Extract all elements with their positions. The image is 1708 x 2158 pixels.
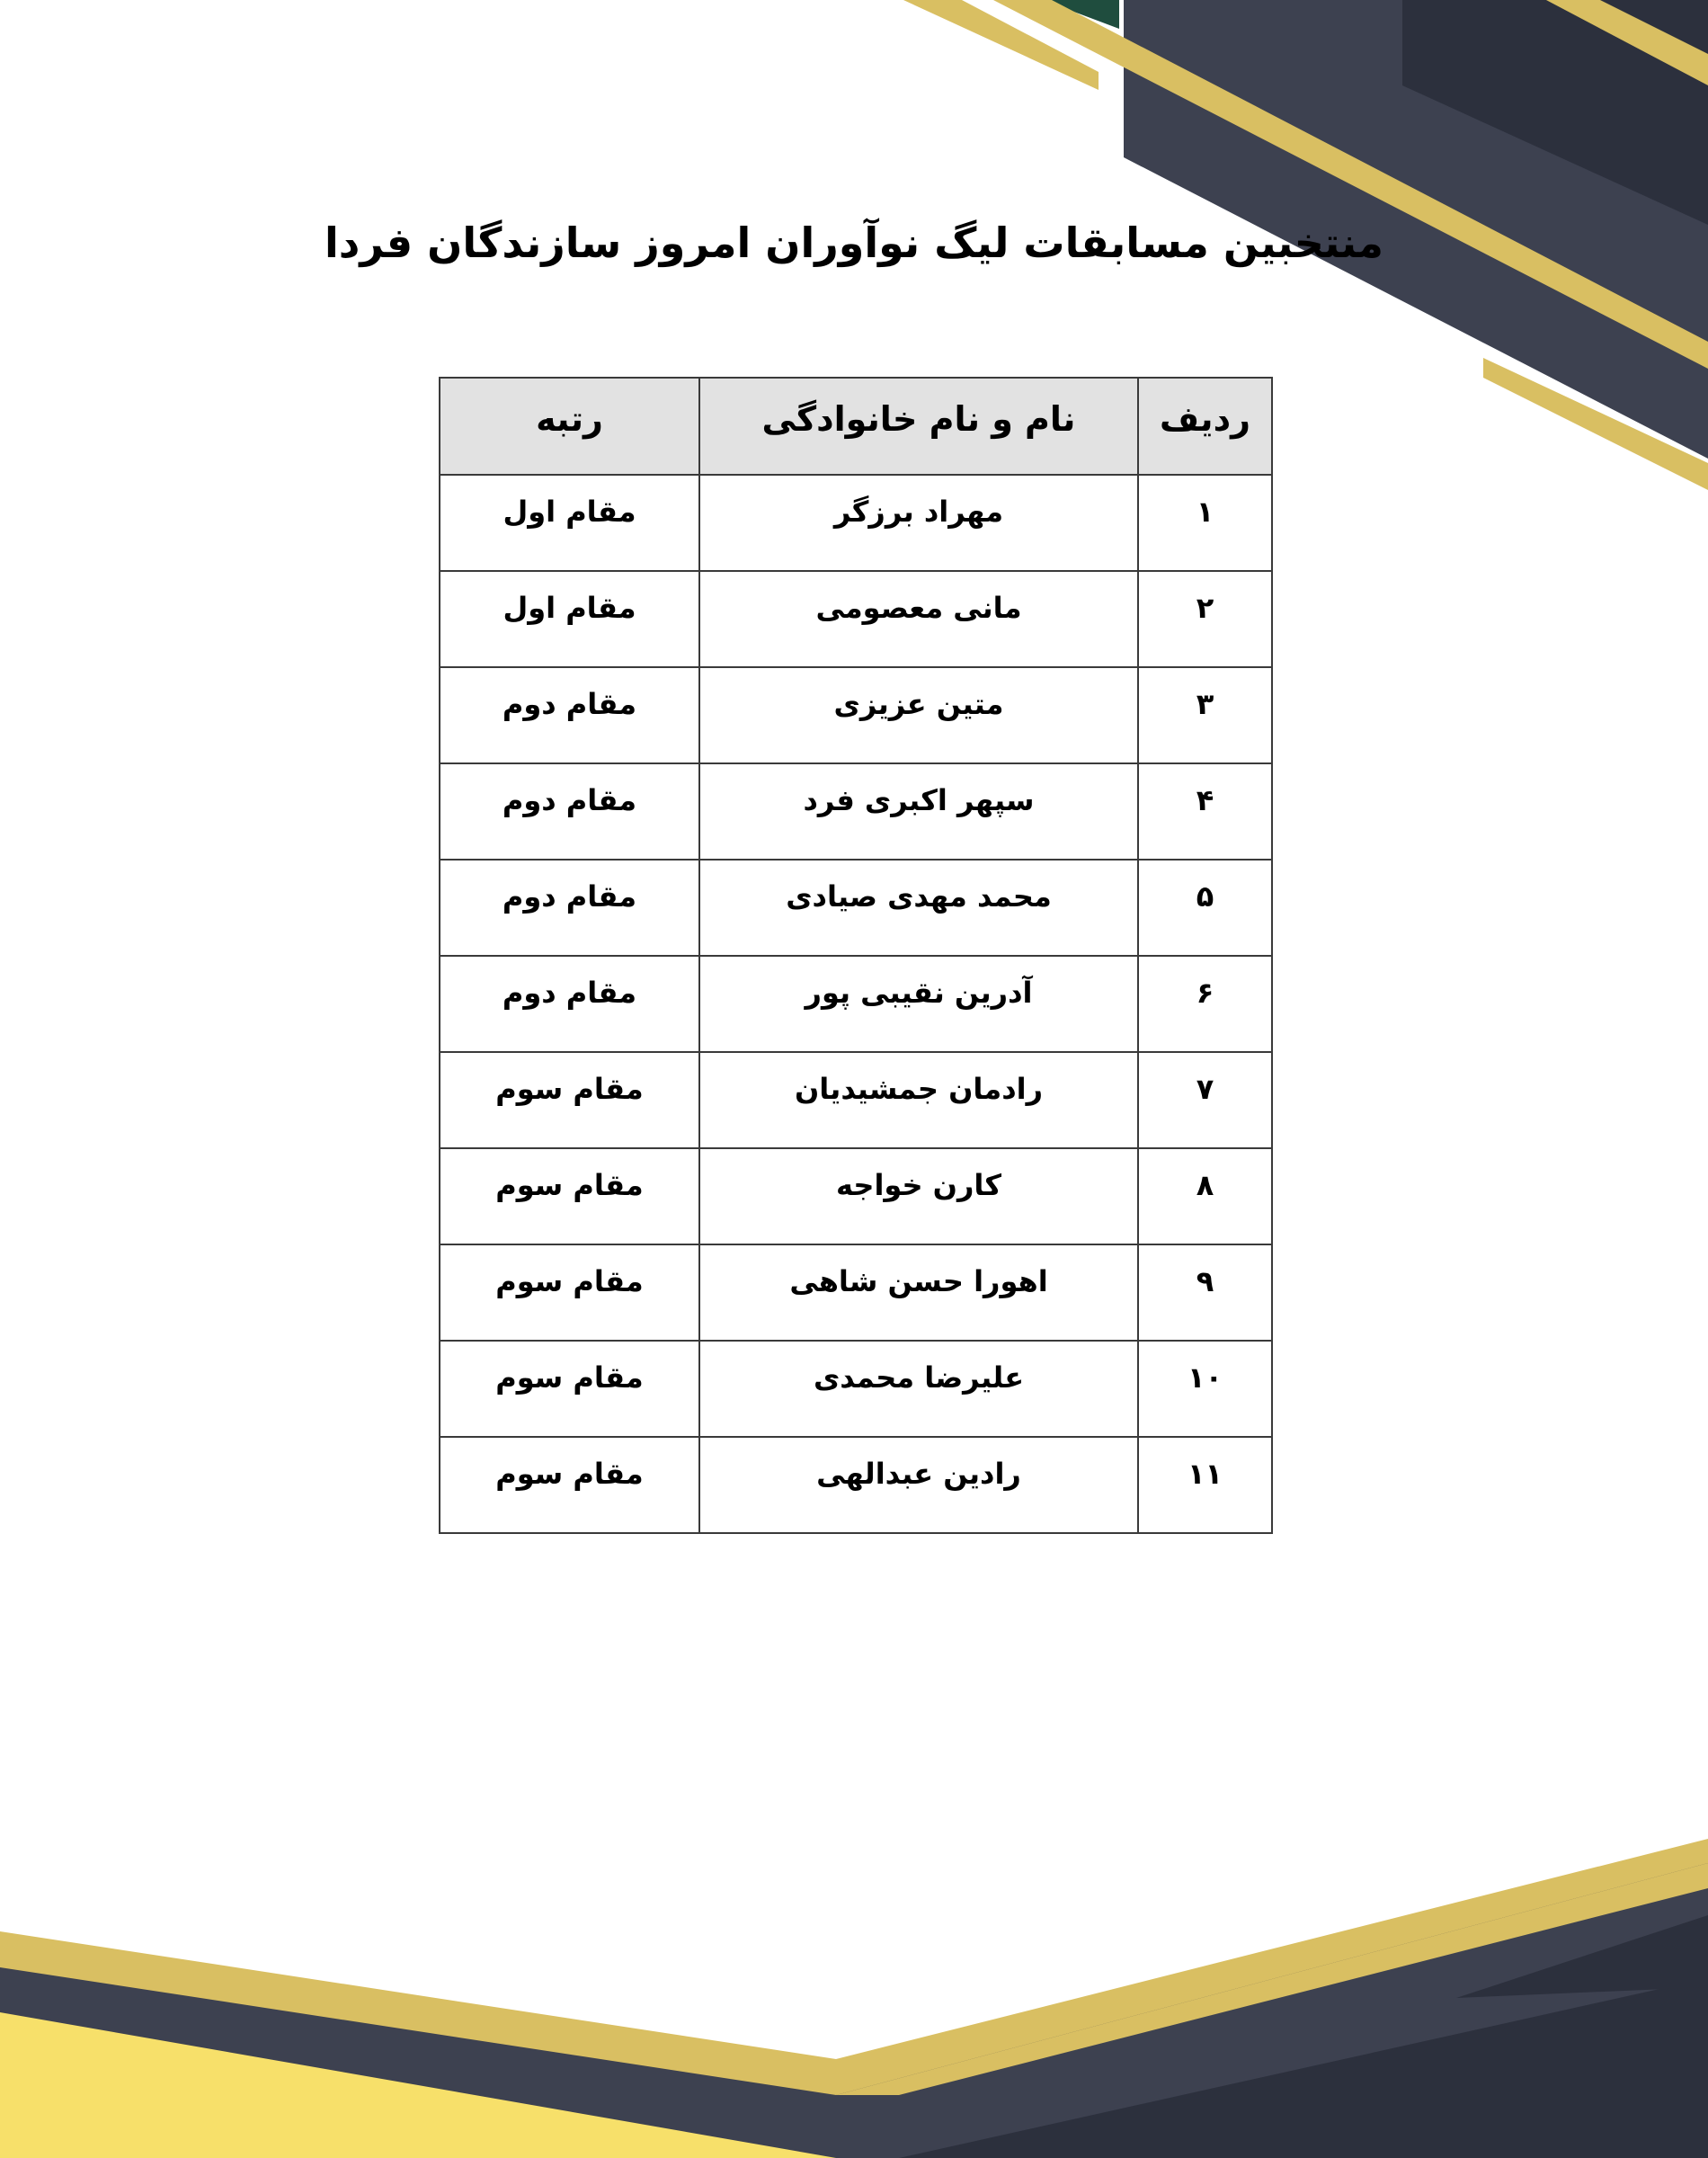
row-number: ۷ bbox=[1138, 1052, 1272, 1148]
rank: مقام دوم bbox=[440, 956, 699, 1052]
table-row bbox=[440, 1052, 1272, 1148]
table-row bbox=[440, 763, 1272, 860]
full-name: آدرین نقیبی پور bbox=[699, 956, 1138, 1052]
row-number: ۵ bbox=[1138, 860, 1272, 956]
table-header-row bbox=[440, 378, 1272, 475]
rank: مقام دوم bbox=[440, 667, 699, 763]
full-name: رادین عبدالهی bbox=[699, 1437, 1138, 1533]
header-full-name: نام و نام خانوادگی bbox=[699, 378, 1138, 475]
rank: مقام سوم bbox=[440, 1244, 699, 1341]
full-name: متین عزیزی bbox=[699, 667, 1138, 763]
rank: مقام دوم bbox=[440, 763, 699, 860]
row-number: ۳ bbox=[1138, 667, 1272, 763]
row-number: ۱ bbox=[1138, 475, 1272, 571]
table-row bbox=[440, 667, 1272, 763]
full-name: رادمان جمشیدیان bbox=[699, 1052, 1138, 1148]
full-name: کارن خواجه bbox=[699, 1148, 1138, 1244]
results-table bbox=[439, 377, 1273, 1534]
rank: مقام اول bbox=[440, 571, 699, 667]
full-name: سپهر اکبری فرد bbox=[699, 763, 1138, 860]
full-name: اهورا حسن شاهی bbox=[699, 1244, 1138, 1341]
table-row bbox=[440, 1244, 1272, 1341]
table-row bbox=[440, 475, 1272, 571]
full-name: مانی معصومی bbox=[699, 571, 1138, 667]
table-row bbox=[440, 956, 1272, 1052]
rank: مقام اول bbox=[440, 475, 699, 571]
rank: مقام دوم bbox=[440, 860, 699, 956]
row-number: ۲ bbox=[1138, 571, 1272, 667]
full-name: علیرضا محمدی bbox=[699, 1341, 1138, 1437]
row-number: ۸ bbox=[1138, 1148, 1272, 1244]
header-row-number: ردیف bbox=[1138, 378, 1272, 475]
table-row bbox=[440, 1148, 1272, 1244]
table-row bbox=[440, 571, 1272, 667]
full-name: مهراد برزگر bbox=[699, 475, 1138, 571]
row-number: ۹ bbox=[1138, 1244, 1272, 1341]
table-row bbox=[440, 1341, 1272, 1437]
table-row bbox=[440, 860, 1272, 956]
row-number: ۱۰ bbox=[1138, 1341, 1272, 1437]
rank: مقام سوم bbox=[440, 1148, 699, 1244]
row-number: ۱۱ bbox=[1138, 1437, 1272, 1533]
rank: مقام سوم bbox=[440, 1437, 699, 1533]
row-number: ۴ bbox=[1138, 763, 1272, 860]
page-title: منتخبین مسابقات لیگ نوآوران امروز سازندگان فردا bbox=[325, 218, 1383, 267]
header-rank: رتبه bbox=[440, 378, 699, 475]
full-name: محمد مهدی صیادی bbox=[699, 860, 1138, 956]
row-number: ۶ bbox=[1138, 956, 1272, 1052]
rank: مقام سوم bbox=[440, 1052, 699, 1148]
table-row bbox=[440, 1437, 1272, 1533]
rank: مقام سوم bbox=[440, 1341, 699, 1437]
